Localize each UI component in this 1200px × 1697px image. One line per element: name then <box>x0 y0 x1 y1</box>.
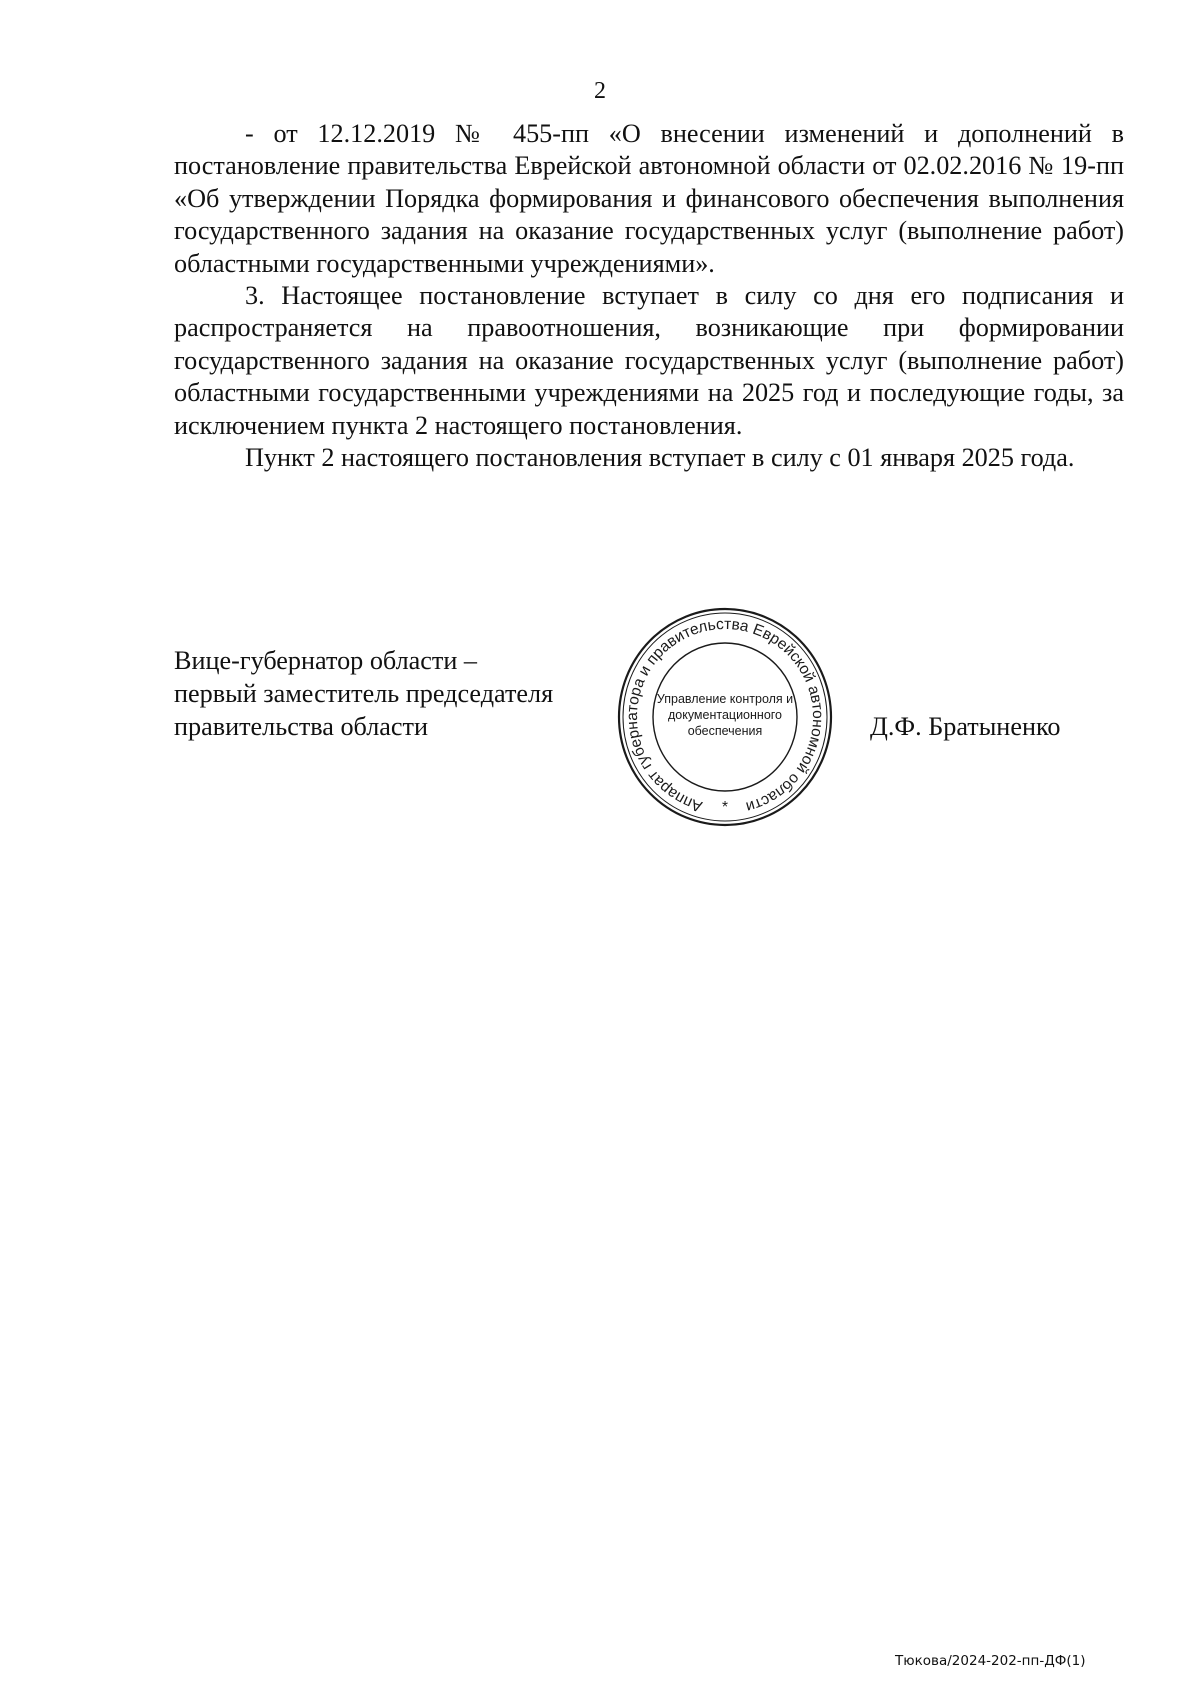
stamp-inner-line: документационного <box>667 708 783 722</box>
paragraph: - от 12.12.2019 № 455-пп «О внесении изменений и дополнений в постановление правительства Еврейской автономной области от 02.02.2016 № 19-пп «Об утверждении Порядка формирования и финансового обеспечения выполнения государственного задания на оказание государственных услуг (выполнение работ) областными государственными учреждениями». <box>174 119 1124 278</box>
signatory-position-line: правительства области <box>174 712 428 741</box>
signatory-position-line: первый заместитель председателя <box>174 679 554 708</box>
paragraph: Пункт 2 настоящего постановления вступает в силу с 01 января 2025 года. <box>245 443 1075 473</box>
document-reference: Тюкова/2024-202-пп-ДФ(1) <box>895 1653 1086 1669</box>
document-body <box>174 118 1124 474</box>
stamp-inner-line: обеспечения <box>687 724 763 738</box>
signatory-position-line: Вице-губернатор области – <box>174 646 477 675</box>
page-number: 2 <box>594 78 606 104</box>
signatory-position <box>174 644 614 743</box>
official-stamp <box>615 605 835 829</box>
stamp-outer-text: Аппарат губернатора и правительства Еврейской автономной области <box>623 615 827 816</box>
stamp-star-icon: * <box>721 799 729 816</box>
signatory-name: Д.Ф. Братыненко <box>870 712 1061 741</box>
paragraph: 3. Настоящее постановление вступает в силу со дня его подписания и распространяется на правоотношения, возникающие при формировании государственного задания на оказание государственных услуг (выполнение работ) областными государственными учреждениями на 2025 год и последующие годы, за исключением пункта 2 настоящего постановления. <box>174 281 1124 440</box>
stamp-inner-line: Управление контроля и <box>656 692 794 706</box>
